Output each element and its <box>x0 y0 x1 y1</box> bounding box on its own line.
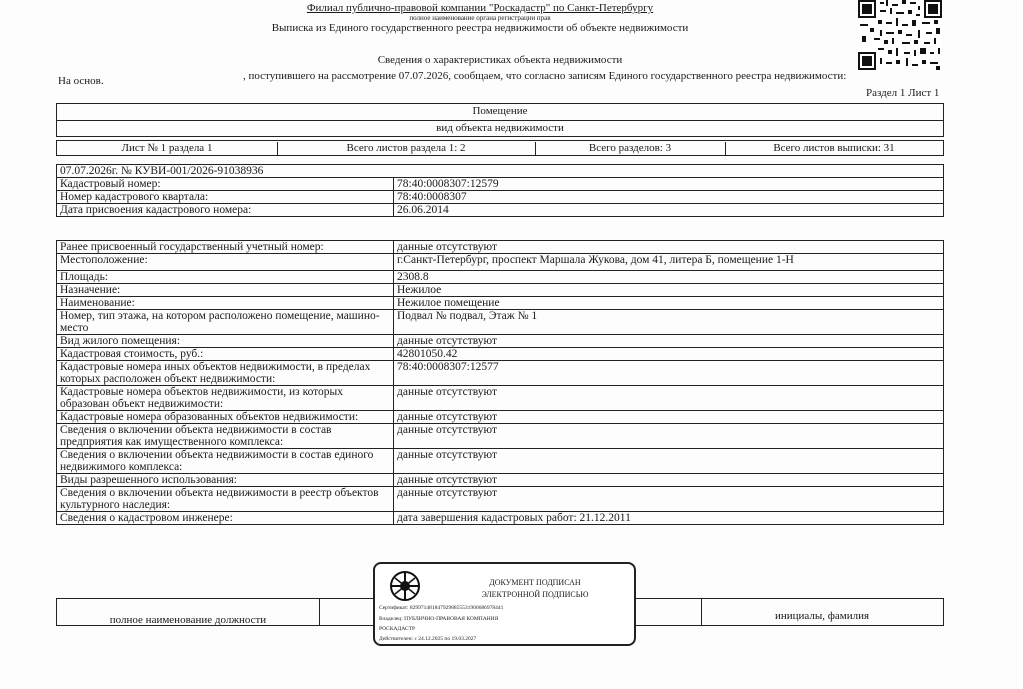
table-row <box>57 178 944 191</box>
object-type: Помещение <box>57 105 943 121</box>
table-row <box>57 271 944 284</box>
table-row <box>57 449 944 474</box>
row-value: Подвал № подвал, Этаж № 1 <box>394 310 944 335</box>
name-caption: инициалы, фамилия <box>774 610 870 622</box>
row-label: Местоположение: <box>57 254 394 271</box>
object-type-box <box>56 103 944 137</box>
row-value: дата завершения кадастровых работ: 21.12.2011 <box>394 512 944 525</box>
table-row <box>57 254 944 271</box>
table-row <box>57 474 944 487</box>
row-label: Сведения о включении объекта недвижимости в состав предприятия как имущественного комплекса: <box>57 424 394 449</box>
basis-left: На основ. <box>58 75 104 87</box>
organization-caption: полное наименование органа регистрации прав <box>409 14 551 22</box>
row-label: Номер, тип этажа, на котором расположено помещение, машино-место <box>57 310 394 335</box>
sections-total: Всего разделов: 3 <box>535 142 726 155</box>
table-row <box>57 386 944 411</box>
table-row <box>57 310 944 335</box>
row-label: Ранее присвоенный государственный учетный номер: <box>57 241 394 254</box>
row-value: Нежилое <box>394 284 944 297</box>
row-label: Сведения о включении объекта недвижимости в реестр объектов культурного наследия: <box>57 487 394 512</box>
row-value: данные отсутствуют <box>394 474 944 487</box>
section-title: Сведения о характеристиках объекта недвижимости <box>377 54 623 66</box>
row-label: Кадастровые номера иных объектов недвижимости, в пределах которых расположен объект недвижимости: <box>57 361 394 386</box>
stamp-owner-name: РОСКАДАСТР <box>379 626 416 632</box>
electronic-signature-stamp <box>373 562 636 646</box>
row-label: Назначение: <box>57 284 394 297</box>
stamp-validity: Действителен: с 24.12.2025 по 19.03.2027 <box>379 636 477 642</box>
details-table <box>56 240 944 525</box>
sheet-number: Лист № 1 раздела 1 <box>57 142 278 155</box>
table-row <box>57 297 944 310</box>
basis-right: , поступившего на рассмотрение 07.07.2026, сообщаем, что согласно записям Единого государственного реестра недвижимости: <box>243 70 847 82</box>
organization-name: Филиал публично-правовой компании "Роскадастр" по Санкт-Петербургу <box>306 2 654 14</box>
row-value: 2308.8 <box>394 271 944 284</box>
table-row <box>57 241 944 254</box>
stamp-line1: ДОКУМЕНТ ПОДПИСАН <box>489 578 581 587</box>
table-row <box>57 348 944 361</box>
row-value: Нежилое помещение <box>394 297 944 310</box>
qr-code <box>858 0 942 70</box>
sheets-total: Всего листов выписки: 31 <box>773 142 895 154</box>
column-divider <box>319 599 320 625</box>
row-value: данные отсутствуют <box>394 487 944 512</box>
table-row <box>57 335 944 348</box>
row-label: Сведения о включении объекта недвижимости в состав единого недвижимого комплекса: <box>57 449 394 474</box>
row-label: Сведения о кадастровом инженере: <box>57 512 394 525</box>
document-title: Выписка из Единого государственного реестра недвижимости об объекте недвижимости <box>271 22 689 34</box>
row-label: Номер кадастрового квартала: <box>57 191 394 204</box>
row-value: данные отсутствуют <box>394 411 944 424</box>
table-row <box>57 361 944 386</box>
table-row <box>57 424 944 449</box>
table-row <box>57 487 944 512</box>
extract-date-number: 07.07.2026г. № КУВИ-001/2026-91038936 <box>57 165 944 178</box>
identification-table <box>56 164 944 217</box>
row-value: данные отсутствуют <box>394 241 944 254</box>
row-value: г.Санкт-Петербург, проспект Маршала Жукова, дом 41, литера Б, помещение 1-Н <box>394 254 944 271</box>
row-value: 26.06.2014 <box>394 204 944 217</box>
page-reference: Раздел 1 Лист 1 <box>866 87 940 99</box>
stamp-line2: ЭЛЕКТРОННОЙ ПОДПИСЬЮ <box>481 590 589 599</box>
row-value: данные отсутствуют <box>394 386 944 411</box>
table-row <box>57 165 944 178</box>
sheet-info-row <box>56 140 944 156</box>
object-type-caption: вид объекта недвижимости <box>436 122 564 134</box>
table-row <box>57 512 944 525</box>
sheets-in-section: Всего листов раздела 1: 2 <box>277 142 536 155</box>
row-value: 78:40:0008307:12579 <box>394 178 944 191</box>
table-row <box>57 204 944 217</box>
row-label: Кадастровые номера образованных объектов недвижимости: <box>57 411 394 424</box>
row-value: 78:40:0008307 <box>394 191 944 204</box>
row-label: Наименование: <box>57 297 394 310</box>
stamp-certificate: Сертификат: 8299714818479298855531900686978441 <box>379 605 504 611</box>
emblem-icon <box>389 570 421 602</box>
row-value: 78:40:0008307:12577 <box>394 361 944 386</box>
table-row <box>57 284 944 297</box>
row-value: данные отсутствуют <box>394 449 944 474</box>
row-label: Виды разрешенного использования: <box>57 474 394 487</box>
row-value: данные отсутствуют <box>394 424 944 449</box>
row-label: Дата присвоения кадастрового номера: <box>57 204 394 217</box>
row-label: Площадь: <box>57 271 394 284</box>
row-value: данные отсутствуют <box>394 335 944 348</box>
row-label: Кадастровый номер: <box>57 178 394 191</box>
table-row <box>57 411 944 424</box>
row-value: 42801050.42 <box>394 348 944 361</box>
stamp-owner: Владелец: ПУБЛИЧНО-ПРАВОВАЯ КОМПАНИЯ <box>379 616 499 622</box>
row-label: Кадастровые номера объектов недвижимости, из которых образован объект недвижимости: <box>57 386 394 411</box>
row-label: Кадастровая стоимость, руб.: <box>57 348 394 361</box>
position-caption: полное наименование должности <box>109 614 267 626</box>
row-label: Вид жилого помещения: <box>57 335 394 348</box>
table-row <box>57 191 944 204</box>
